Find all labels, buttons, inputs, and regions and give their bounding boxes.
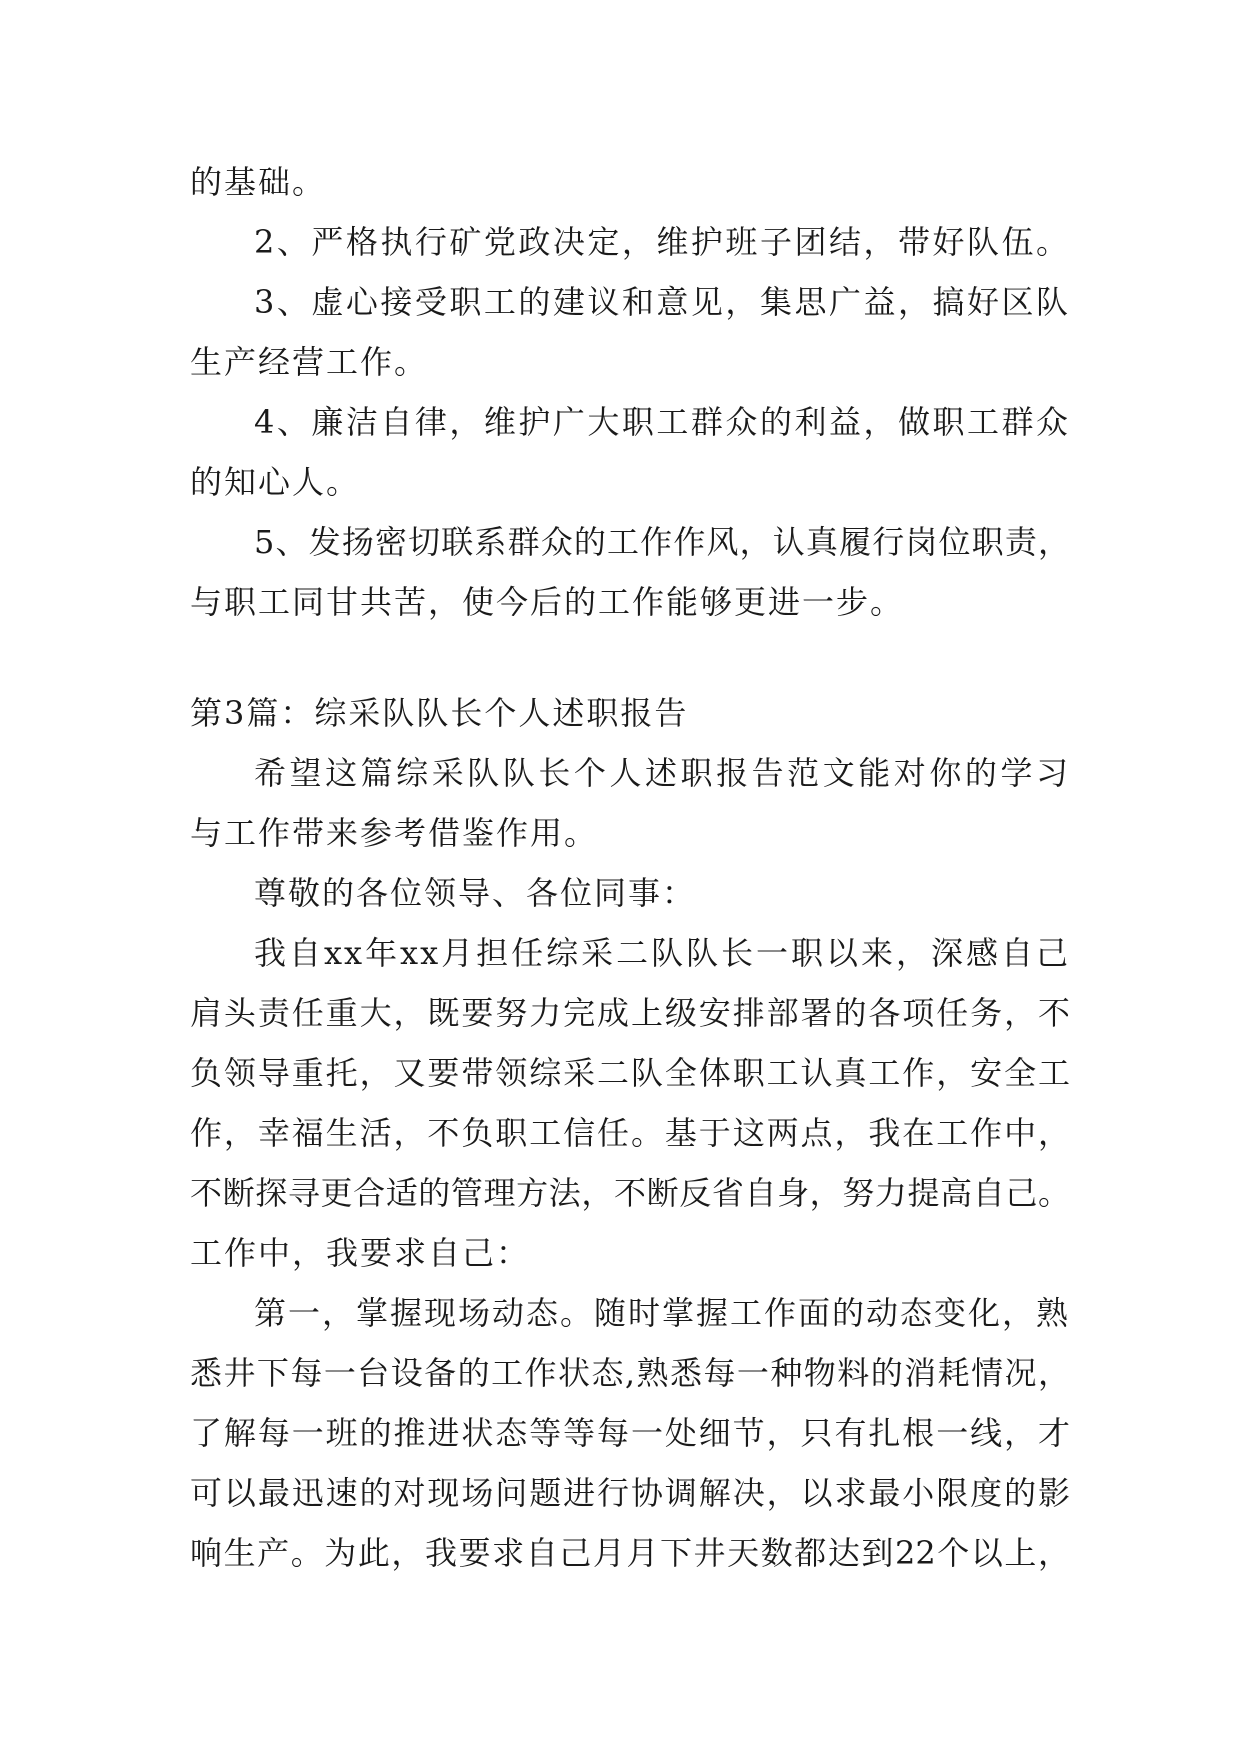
- paragraph-line: 工作中，我要求自己：: [190, 1234, 531, 1272]
- paragraph-line: 响生产。为此，我要求自己月月下井天数都达到22个以上，: [190, 1534, 1070, 1572]
- list-item-2: 2、严格执行矿党政决定，维护班子团结，带好队伍。: [254, 223, 1070, 261]
- paragraph-line: 的基础。: [190, 163, 327, 201]
- section-heading: 第3篇：综采队队长个人述职报告: [190, 694, 689, 732]
- list-item-5: 5、发扬密切联系群众的工作作风，认真履行岗位职责，: [254, 523, 1070, 561]
- paragraph-line: 可以最迅速的对现场问题进行协调解决，以求最小限度的影: [190, 1474, 1070, 1512]
- paragraph-line: 与职工同甘共苦，使今后的工作能够更进一步。: [190, 583, 905, 621]
- intro-line: 希望这篇综采队队长个人述职报告范文能对你的学习: [254, 754, 1070, 792]
- list-item-3: 3、虚心接受职工的建议和意见，集思广益，搞好区队: [254, 283, 1070, 321]
- list-item-4: 4、廉洁自律，维护广大职工群众的利益，做职工群众: [254, 403, 1070, 441]
- paragraph-line: 肩头责任重大，既要努力完成上级安排部署的各项任务，不: [190, 994, 1070, 1032]
- paragraph-line: 作，幸福生活，不负职工信任。基于这两点，我在工作中，: [190, 1114, 1070, 1152]
- paragraph-line: 了解每一班的推进状态等等每一处细节，只有扎根一线，才: [190, 1414, 1070, 1452]
- paragraph-line: 我自xx年xx月担任综采二队队长一职以来，深感自己: [254, 934, 1070, 972]
- paragraph-line: 不断探寻更合适的管理方法，不断反省自身，努力提高自己。: [190, 1174, 1070, 1212]
- paragraph-line: 第一，掌握现场动态。随时掌握工作面的动态变化，熟: [254, 1294, 1071, 1332]
- paragraph-line: 生产经营工作。: [190, 343, 429, 381]
- paragraph-line: 的知心人。: [190, 463, 361, 501]
- intro-line: 与工作带来参考借鉴作用。: [190, 814, 599, 852]
- paragraph-line: 悉井下每一台设备的工作状态,熟悉每一种物料的消耗情况，: [190, 1354, 1070, 1392]
- salutation: 尊敬的各位领导、各位同事：: [254, 874, 697, 912]
- paragraph-line: 负领导重托，又要带领综采二队全体职工认真工作，安全工: [190, 1054, 1070, 1092]
